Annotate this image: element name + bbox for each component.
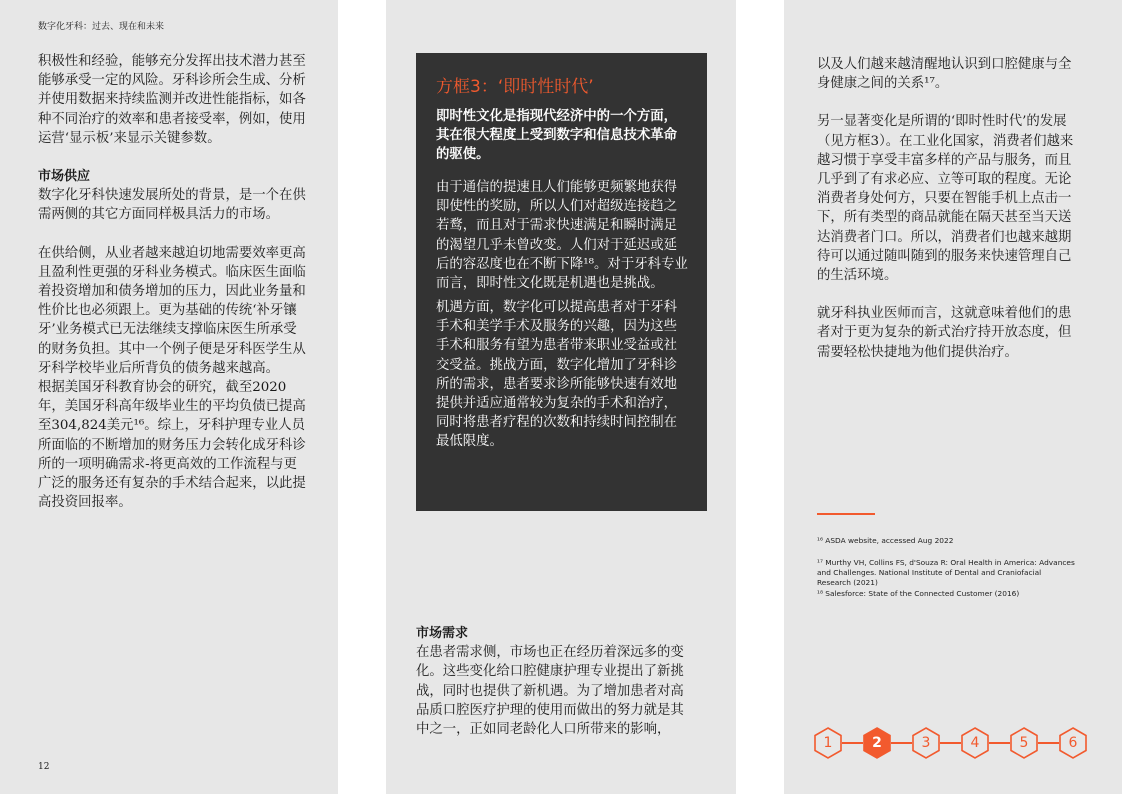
right-paragraph-3: 就牙科执业医师而言，这就意味着他们的患者对于更为复杂的新式治疗持开放态度，但需要轻松快捷地为他们提供治疗。 [817,306,1072,360]
pager-connector [1038,742,1059,744]
right-paragraph-1: 以及人们越来越清醒地认识到口腔健康与全身健康之间的关系¹⁷。 [817,57,1072,92]
pager-hex-3[interactable] [912,727,940,759]
pager-label-3: 3 [921,735,931,751]
pager-hex-5[interactable] [1010,727,1038,759]
footnote-17: ¹⁷ Murthy VH, Collins FS, d'Souza R: Oral Health in America: Advances and Challenges. National Institute of Dental and Craniofacial Research (2021) [817,558,1075,587]
page-navigator [814,727,1094,759]
page-column-middle [386,0,736,794]
page-column-left [0,0,338,794]
right-paragraph-2: 另一显著变化是所谓的‘即时性时代’的发展（见方框3）。在工业化国家，消费者们越来越习惯于享受丰富多样的产品与服务，而且几乎到了有求必应、立等可取的程度。无论消费者身处何方，只要在智能手机上点击一下，所有类型的商品就能在隔天甚至当天送达消费者门口。所以，消费者们也越来越期待可以通过随叫随到的服务来快速管理自己的生活环境。 [817,114,1074,284]
pager-label-4: 4 [970,735,980,751]
pager-hex-6[interactable] [1059,727,1087,759]
demand-heading: 市场需求 [416,626,469,641]
pager-connector [989,742,1010,744]
pager-connector [842,742,863,744]
box3-lead: 即时性文化是指现代经济中的一个方面，其在很大程度上受到数字和信息技术革命的驱使。 [436,108,678,163]
pager-label-1: 1 [823,735,833,751]
box3-title: 方框3：‘即时性时代’ [436,77,594,97]
pager-hex-1[interactable] [814,727,842,759]
intro-paragraph: 积极性和经验，能够充分发挥出技术潜力甚至能够承受一定的风险。牙科诊所会生成、分析并使用数据来持续监测并改进性能指标，如各种不同治疗的效率和患者接受率，例如，使用运营‘显示板’来显示关键参数。 [38,54,306,146]
pager-connector [940,742,961,744]
pager-hex-4[interactable] [961,727,989,759]
supply-paragraph-3: 根据美国牙科教育协会的研究，截至2020年，美国牙科高年级毕业生的平均负债已提高至304,824美元¹⁶。综上，牙科护理专业人员所面临的不断增加的财务压力会转化成牙科诊所的一项明确需求-将更高效的工作流程与更广泛的服务还有复杂的手术结合起来，以此提高投资回报率。 [38,380,306,511]
page-number: 12 [38,762,50,772]
footnote-16: ¹⁶ ASDA website, accessed Aug 2022 [817,536,954,545]
demand-paragraph: 在患者需求侧，市场也正在经历着深远多的变化。这些变化给口腔健康护理专业提出了新挑战，同时也提供了新机遇。为了增加患者对高品质口腔医疗护理的使用而做出的努力就是其中之一，正如同老龄化人口所带来的影响， [416,645,684,738]
footnote-18: ¹⁸ Salesforce: State of the Connected Customer (2016) [817,589,1020,598]
supply-paragraph-2: 在供给侧，从业者越来越迫切地需要效率更高且盈利性更强的牙科业务模式。临床医生面临着投资增加和债务增加的压力，因此业务量和性价比也必须跟上。更为基础的传统‘补牙镶牙’业务模式已无法继续支撑临床医生所承受的财务负担。其中一个例子便是牙科医学生从牙科学校毕业后所背负的债务越来越高。 [38,245,306,376]
page-column-right [784,0,1122,794]
pager-hex-2-active[interactable] [863,727,891,759]
demand-section [416,624,688,739]
pager-connector [891,742,912,744]
pager-label-2: 2 [872,735,882,751]
column-left-text [38,52,308,512]
footnote-divider [817,513,875,515]
column-right-text [817,55,1075,381]
running-head: 数字化牙科：过去、现在和未来 [38,22,165,32]
pager-label-5: 5 [1019,735,1029,751]
supply-paragraph-1: 数字化牙科快速发展所处的背景，是一个在供需两侧的其它方面同样极具活力的市场。 [38,188,306,223]
box3-callout [416,53,707,511]
box3-paragraph-1: 由于通信的提速且人们能够更频繁地获得即使性的奖励，所以人们对超级连接趋之若鹜，而且对于需求快速满足和瞬时满足的渴望几乎未曾改变。人们对于延迟或延后的容忍度也在不断下降¹⁸。对于牙科专业而言，即时性文化既是机遇也是挑战。 [436,180,688,292]
pager-label-6: 6 [1068,735,1078,751]
box3-paragraph-2: 机遇方面，数字化可以提高患者对于牙科手术和美学手术及服务的兴趣，因为这些手术和服务有望为患者带来职业受益或社交受益。挑战方面，数字化增加了牙科诊所的需求，患者要求诊所能够快速有效地提供并适应通常较为复杂的手术和治疗，同时将患者疗程的次数和持续时间控制在最低限度。 [436,300,678,450]
supply-heading: 市场供应 [38,169,91,185]
